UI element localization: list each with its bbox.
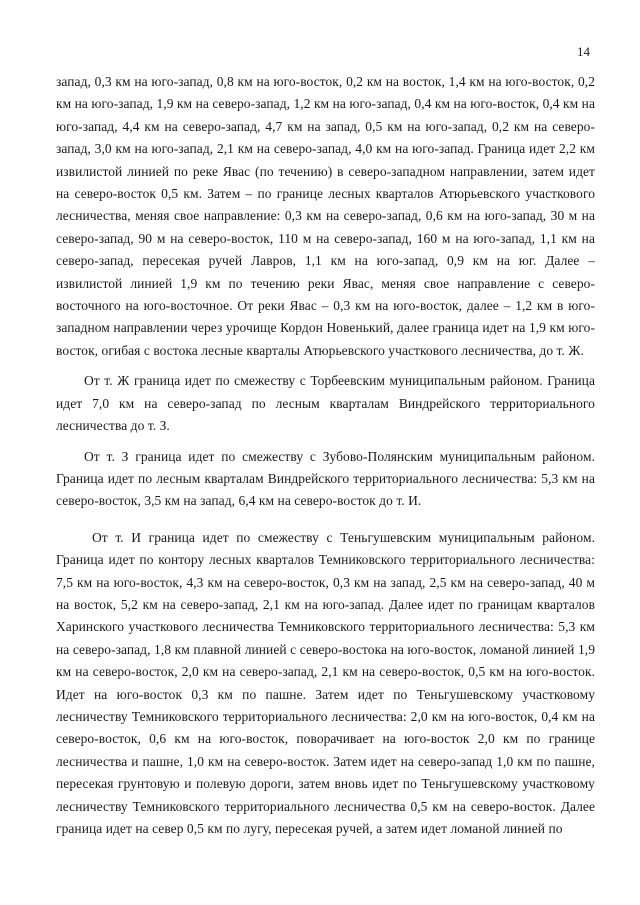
page-number: 14 <box>577 44 590 59</box>
paragraph-point-z: От т. З граница идет по смежеству с Зубово-Полянским муниципальным районом. Граница идет по лесным кварталам Виндрейского территориального лесничества: 5,3 км на северо-восток, 3,5 км на запад, 6,4 км на северо-восток до т. И. <box>56 448 595 509</box>
paragraph-point-i: От т. И граница идет по смежеству с Теньгушевским муниципальным районом. Граница идет по контору лесных кварталов Темниковского территориального лесничества: 7,5 км на юго-восток, 4,3 км на северо-восток, 0,3 км на запад, 2,5 км на северо-запад, 40 м на восток, 5,2 км на северо-запад, 2,1 км на юго-запад. Далее идет по границам кварталов Харинского участкового лесничества Темниковского территориального лесничества: 5,3 км на северо-запад, 1,8 км плавной линией с северо-востока на юго-восток, ломаной линией 1,9 км на северо-восток, 2,0 км на северо-запад, 2,1 км на северо-восток, 0,5 км на юго-восток. Идет на юго-восток 0,3 км по пашне. Затем идет по Теньгушевскому участковому лесничеству Темниковского территориального лесничества: 2,0 км на юго-восток, 0,4 км на северо-восток, 0,6 км на юго-восток, поворачивает на юго-восток 2,0 км по границе лесничества и пашне, 1,0 км на северо-восток. Затем идет на северо-запад 1,0 км по пашне, пересекая грунтовую и полевую дороги, затем вновь идет по Теньгушевскому участковому лесничеству Темниковского территориального лесничества 0,5 км на северо-восток. Далее граница идет на север 0,5 км по лугу, пересекая ручей, а затем идет ломаной линией по <box>56 529 595 836</box>
paragraph-point-zh: От т. Ж граница идет по смежеству с Торбеевским муниципальным районом. Граница идет 7,0 км на северо-запад по лесным кварталам Виндрейского территориального лесничества до т. З. <box>56 373 595 434</box>
paragraph-boundary-continuation: запад, 0,3 км на юго-запад, 0,8 км на юго-восток, 0,2 км на восток, 1,4 км на юго-восток, 0,2 км на юго-запад, 1,9 км на северо-запад, 1,2 км на юго-запад, 0,4 км на юго-восток, 0,4 км на юго-запад, 4,4 км на северо-запад, 4,7 км на запад, 0,5 км на юго-запад, 0,2 км на северо-запад, 3,0 км на юго-запад, 2,1 км на северо-запад, 4,0 км на юго-запад. Граница идет 2,2 км извилистой линией по реке Явас (по течению) в северо-западном направлении, затем идет на северо-восток 0,5 км. Затем – по границе лесных кварталов Атюрьевского участкового лесничества, меняя свое направление: 0,3 км на северо-запад, 0,6 км на юго-запад, 30 м на северо-запад, 90 м на северо-восток, 110 м на северо-запад, 160 м на юго-запад, 1,1 км на северо-запад, пересекая ручей Лавров, 1,1 км на юго-запад, 0,9 км на юг. Далее – извилистой линией 1,9 км по течению реки Явас, меняя свое направление с северо-восточного на юго-восточное. От реки Явас – 0,3 км на юго-восток, далее – 1,2 км в юго-западном направлении через урочище Кордон Новенький, далее граница идет на 1,9 км юго-восток, огибая с востока лесные кварталы Атюрьевского участкового лесничества, до т. Ж. <box>56 74 595 358</box>
document-body <box>56 71 595 840</box>
